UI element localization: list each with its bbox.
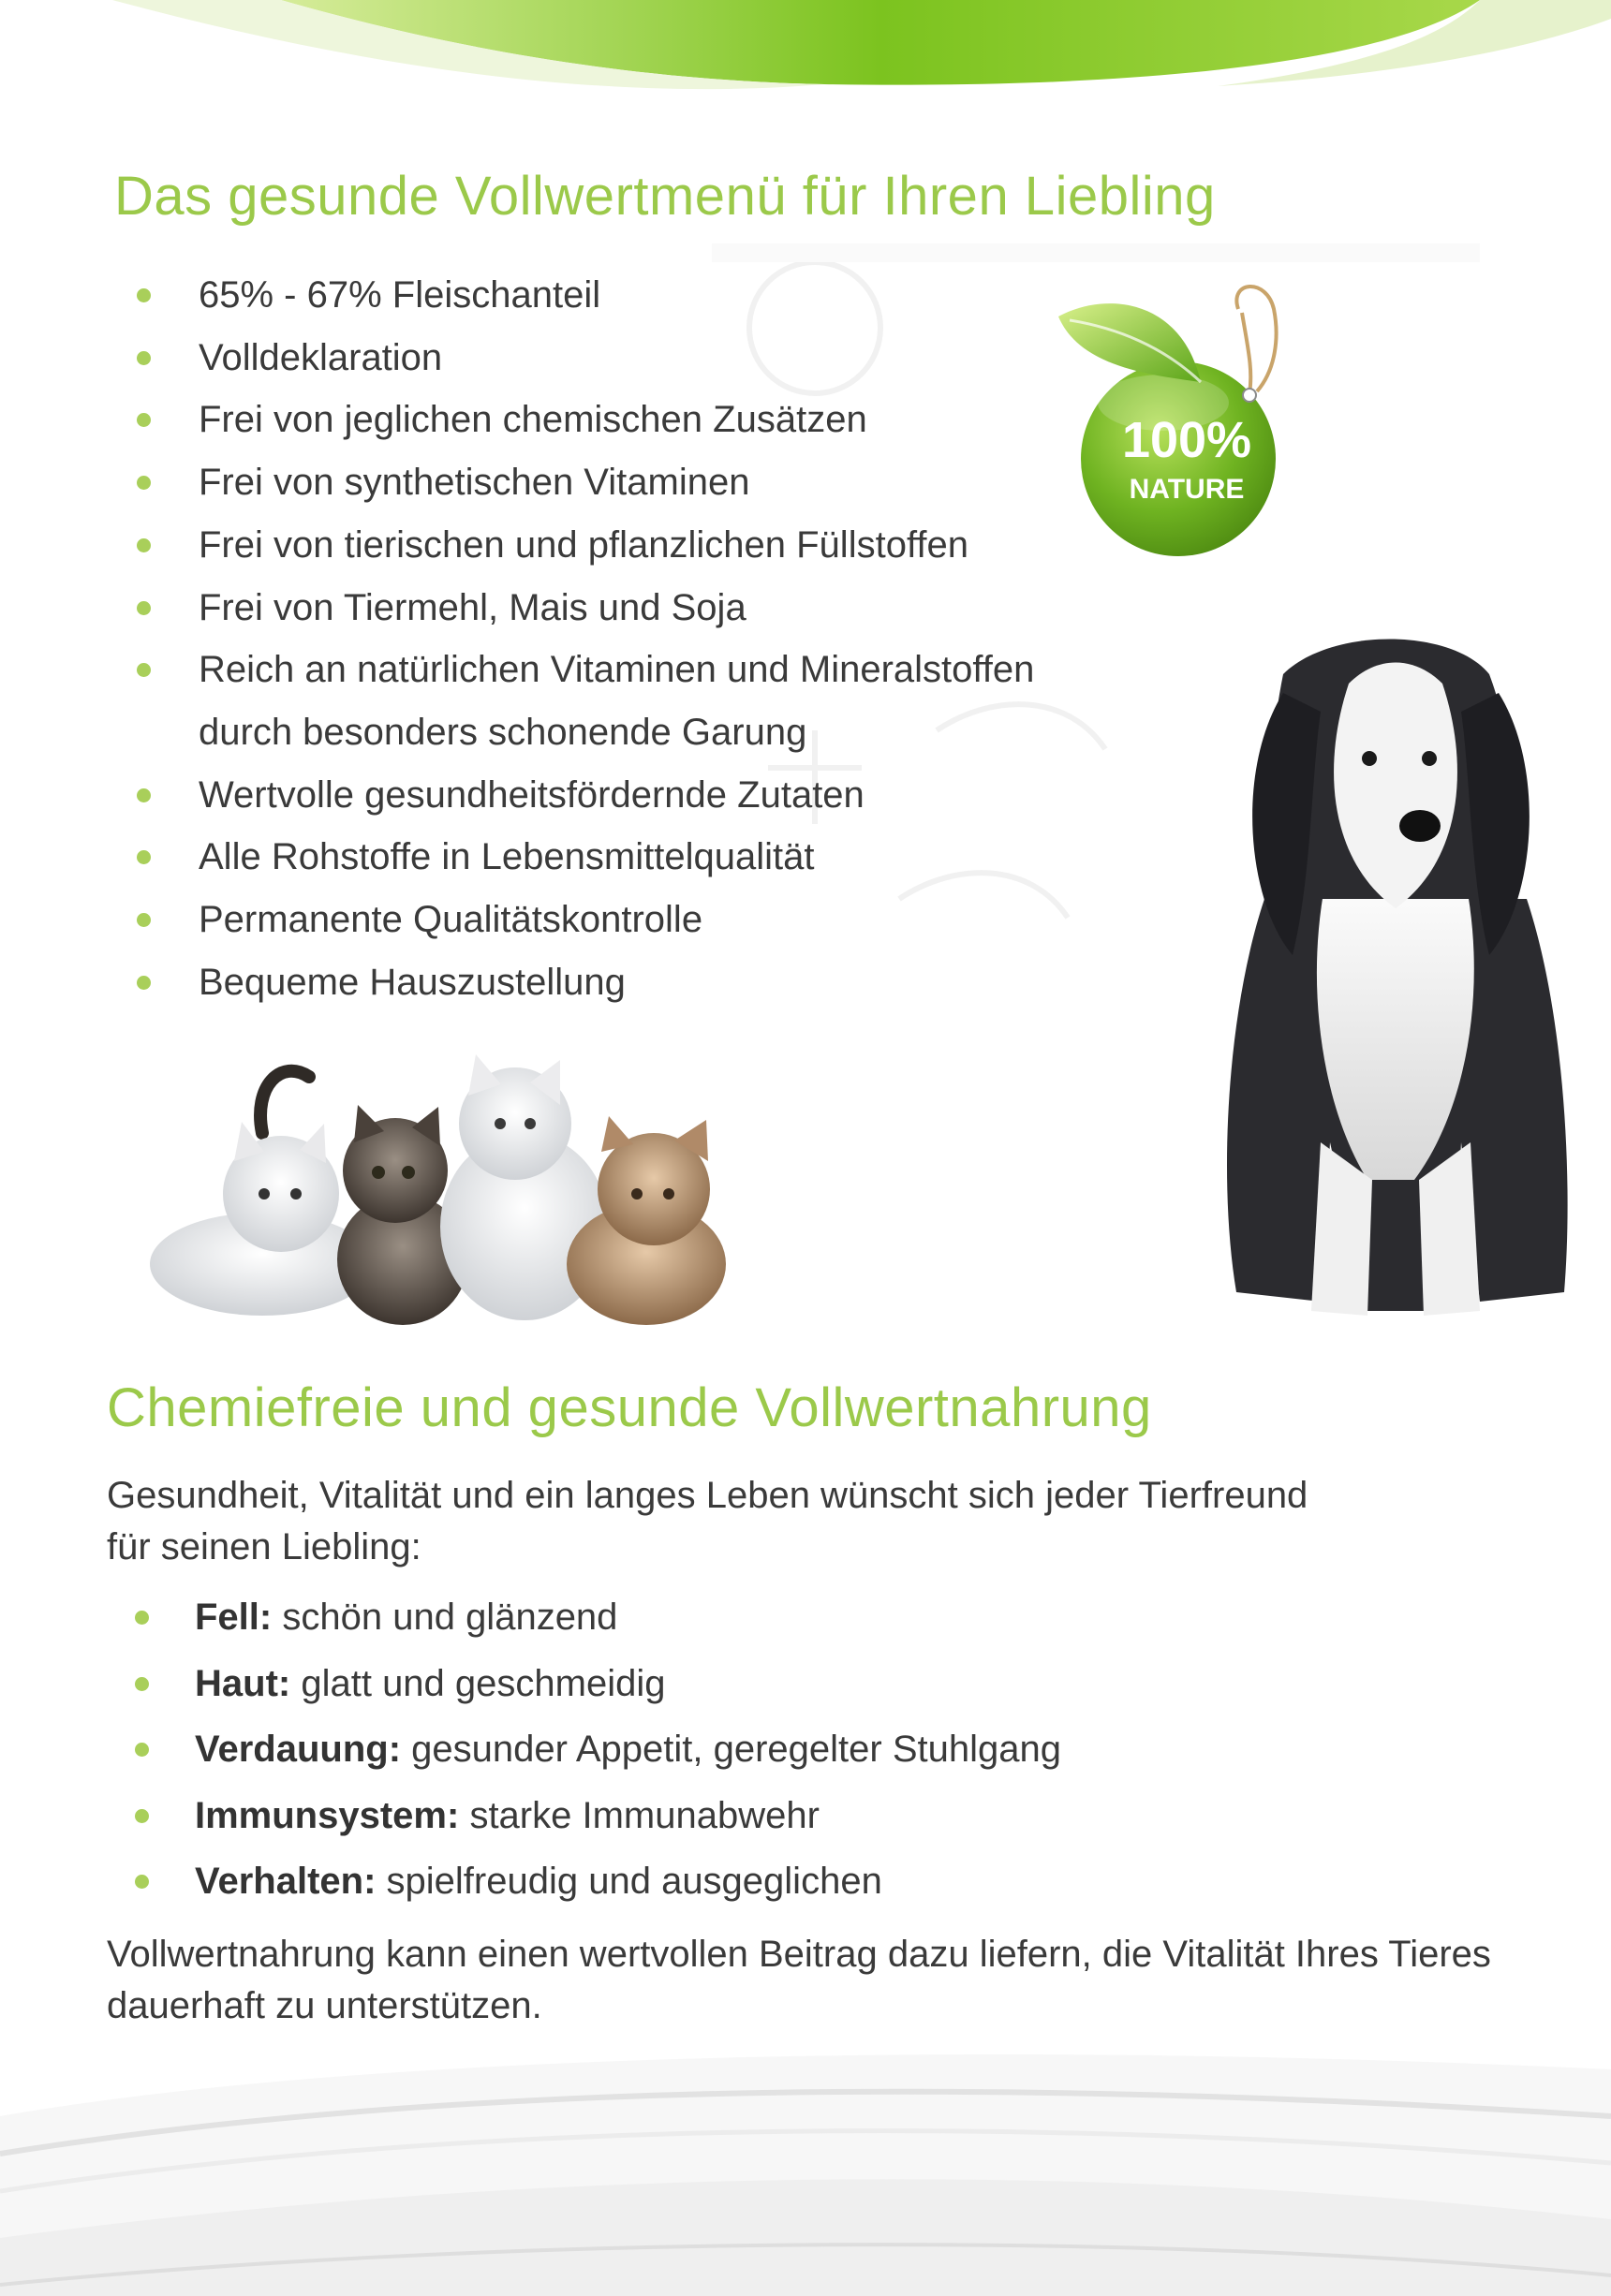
bullet-icon xyxy=(137,288,151,302)
bullet-icon xyxy=(137,351,151,365)
list-item xyxy=(127,1848,1251,1915)
benefit-term: Immunsystem: xyxy=(195,1794,460,1836)
bottom-gray-swoosh xyxy=(0,2013,1611,2296)
benefit-term: Haut: xyxy=(195,1662,291,1704)
list-item: Bequeme Hauszustellung xyxy=(131,951,1199,1014)
list-item: Frei von tierischen und pflanzlichen Füllstoffen xyxy=(131,514,1199,577)
badge-percent: 100% xyxy=(1121,412,1252,468)
outro-paragraph: Vollwertnahrung kann einen wertvollen Beitrag dazu liefern, die Vitalität Ihres Tieres dauerhaft zu unterstützen. xyxy=(107,1934,1491,2026)
benefit-desc: gesunder Appetit, geregelter Stuhlgang xyxy=(411,1729,1062,1770)
list-item: Reich an natürlichen Vitaminen und Mineralstoffen durch besonders schonende Garung xyxy=(131,639,1199,763)
benefit-list xyxy=(127,1584,1251,1915)
section-heading-menu: Das gesunde Vollwertmenü für Ihren Liebling xyxy=(114,166,1216,227)
bullet-icon xyxy=(137,913,151,927)
intro-paragraph: Gesundheit, Vitalität und ein langes Leben wünscht sich jeder Tierfreund für seinen Liebling: xyxy=(107,1475,1308,1567)
bullet-icon xyxy=(135,1875,149,1889)
benefit-term: Fell: xyxy=(195,1597,273,1638)
badge-label: NATURE xyxy=(1129,474,1245,505)
list-item: Wertvolle gesundheitsfördernde Zutaten xyxy=(131,764,1199,827)
list-item xyxy=(127,1783,1251,1849)
benefit-desc: starke Immunabwehr xyxy=(469,1794,820,1836)
list-item xyxy=(127,1651,1251,1717)
list-item: Frei von synthetischen Vitaminen xyxy=(131,451,1199,514)
bullet-icon xyxy=(135,1743,149,1757)
dog-illustration xyxy=(1208,618,1583,1339)
list-item xyxy=(127,1584,1251,1651)
bullet-icon xyxy=(135,1677,149,1691)
list-item: Frei von jeglichen chemischen Zusätzen xyxy=(131,389,1199,451)
list-item: Volldeklaration xyxy=(131,327,1199,390)
list-item: Permanente Qualitätskontrolle xyxy=(131,889,1199,951)
bullet-icon xyxy=(137,976,151,990)
benefit-term: Verhalten: xyxy=(195,1861,377,1902)
bullet-icon xyxy=(137,850,151,864)
benefit-term: Verdauung: xyxy=(195,1729,402,1770)
list-item-continuation: durch besonders schonende Garung xyxy=(199,711,807,753)
benefit-desc: spielfreudig und ausgeglichen xyxy=(386,1861,882,1902)
benefit-desc: schön und glänzend xyxy=(282,1597,618,1638)
bullet-icon xyxy=(135,1611,149,1625)
nature-badge xyxy=(1042,281,1285,562)
kittens-illustration xyxy=(122,1030,777,1330)
bullet-icon xyxy=(137,601,151,615)
top-green-swoosh xyxy=(0,0,1611,150)
bullet-icon xyxy=(137,788,151,802)
list-item xyxy=(127,1716,1251,1783)
feature-list xyxy=(131,264,1199,1013)
bullet-icon xyxy=(137,663,151,677)
benefit-desc: glatt und geschmeidig xyxy=(301,1662,666,1704)
list-item: 65% - 67% Fleischanteil xyxy=(131,264,1199,327)
section-heading-nutrition: Chemiefreie und gesunde Vollwertnahrung xyxy=(107,1377,1152,1438)
bullet-icon xyxy=(137,476,151,490)
list-item: Alle Rohstoffe in Lebensmittelqualität xyxy=(131,826,1199,889)
bullet-icon xyxy=(137,413,151,427)
list-item: Frei von Tiermehl, Mais und Soja xyxy=(131,577,1199,640)
bullet-icon xyxy=(135,1809,149,1823)
bullet-icon xyxy=(137,538,151,552)
